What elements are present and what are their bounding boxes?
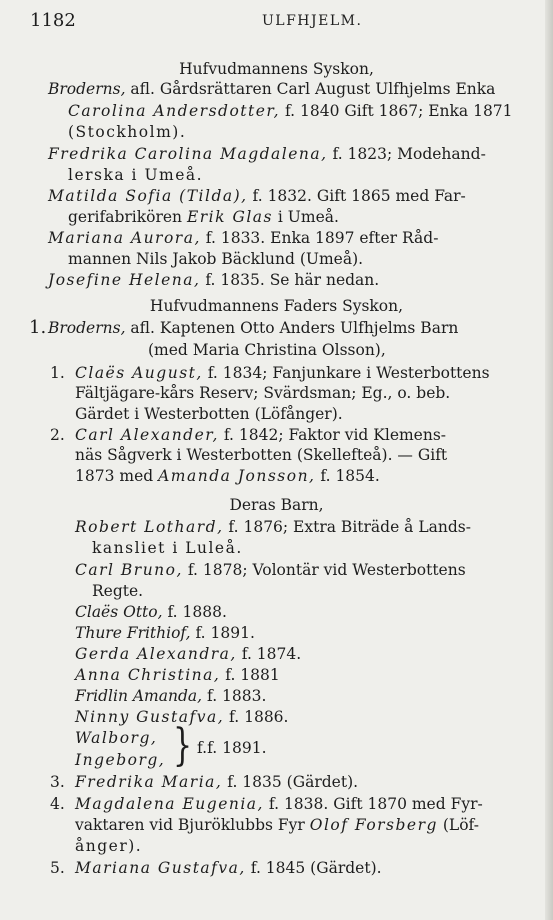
text-run: f. 1886. (224, 708, 289, 726)
text-run: Carolina Andersdotter, (68, 102, 281, 120)
item-number: 5. (50, 859, 65, 877)
entry-line (48, 318, 458, 338)
entry-line (75, 815, 479, 835)
child-line (92, 538, 243, 558)
entry-line (75, 836, 142, 856)
entry-line (75, 858, 382, 878)
text-run: Claës Otto, (75, 603, 163, 621)
section-heading: Deras Barn, (229, 496, 324, 514)
text-run: mannen Nils Jakob Bäcklund (Umeå). (68, 250, 364, 268)
text-run: f. 1854. (315, 467, 380, 485)
entry-line (68, 207, 339, 227)
text-run: f. 1845 (Gärdet). (245, 859, 382, 877)
text-run: f. 1840 Gift 1867; Enka 1871 (280, 102, 513, 120)
child-line (75, 665, 280, 685)
text-run: f. 1878; Volontär vid Westerbottens (182, 561, 466, 579)
entry-line (48, 270, 379, 290)
item-number: 2. (50, 426, 65, 444)
entry-line (75, 363, 490, 383)
page-number: 1182 (30, 10, 76, 31)
text-run: Matilda Sofia (Tilda), (48, 187, 248, 205)
section-heading: Hufvudmannens Faders Syskon, (149, 297, 404, 315)
brace-glyph: } (173, 720, 193, 772)
child-line (75, 644, 301, 664)
text-run: Carl Bruno, (75, 561, 183, 579)
text-run: näs Sågverk i Westerbotten (Skellefteå). — Gift (75, 446, 448, 464)
text-run: lerska i Umeå. (68, 166, 204, 184)
text-run: Anna Christina, (75, 666, 221, 684)
entry-line (75, 383, 450, 403)
text-run: Mariana Gustafva, (75, 859, 246, 877)
child-line (75, 686, 266, 706)
text-run: Ninny Gustafva, (75, 708, 225, 726)
text-run: ånger). (75, 837, 143, 855)
twin-date: f.f. 1891. (197, 739, 267, 757)
entry-line (75, 425, 446, 445)
entry-line (75, 404, 343, 424)
entry-line (75, 794, 483, 814)
text-run: f. 1833. Enka 1897 efter Råd- (200, 229, 439, 247)
text-run: Gärdet i Westerbotten (Löfånger). (75, 405, 343, 423)
twin-name: Ingeborg, (75, 751, 166, 769)
text-run: f. 1835 (Gärdet). (222, 773, 359, 791)
entry-line (75, 466, 380, 486)
item-number: 1. (50, 364, 65, 382)
text-run: f. 1842; Faktor vid Klemens- (218, 426, 447, 444)
text-run: Thure Frithiof, (75, 624, 191, 642)
text-run: Fredrika Carolina Magdalena, (48, 145, 328, 163)
page-header (30, 10, 535, 34)
entry-line (68, 122, 186, 142)
page-edge (545, 0, 553, 920)
entry-line (68, 165, 203, 185)
text-run: Fältjägare-kårs Reserv; Svärdsman; Eg., o. beb. (75, 384, 451, 402)
text-run: Amanda Jonsson, (158, 467, 316, 485)
child-line (92, 581, 143, 601)
text-run: f. 1832. Gift 1865 med Far- (247, 187, 466, 205)
text-run: vaktaren vid Bjuröklubbs Fyr (75, 816, 310, 834)
text-run: f. 1823; Modehand- (327, 145, 486, 163)
text-run: f. 1835. Se här nedan. (200, 271, 380, 289)
text-run: Josefine Helena, (48, 271, 201, 289)
text-run: kansliet i Luleå. (92, 539, 243, 557)
text-run: f. 1881 (220, 666, 280, 684)
text-run: Olof Forsberg (309, 816, 438, 834)
text-run: f. 1834; Fanjunkare i Westerbottens (202, 364, 490, 382)
text-run: Fredrika Maria, (75, 773, 223, 791)
section-heading: Hufvudmannens Syskon, (179, 60, 374, 78)
text-run: (Löf- (437, 816, 479, 834)
item-number: 4. (50, 795, 65, 813)
text-run: 1873 med (75, 467, 159, 485)
entry-line (48, 186, 466, 206)
entry-line (48, 144, 486, 164)
text-run: Carl Alexander, (75, 426, 219, 444)
text-run: Broderns, (48, 319, 126, 337)
text-run: Regte. (92, 582, 144, 600)
entry-line (48, 79, 495, 99)
text-run: Broderns, (48, 80, 126, 98)
child-line (75, 517, 471, 537)
text-run: Magdalena Eugenia, (75, 795, 264, 813)
text-run: f. 1876; Extra Biträde å Lands- (223, 518, 471, 536)
text-run: f. 1838. Gift 1870 med Fyr- (263, 795, 483, 813)
text-run: afl. Gårdsrättaren Carl August Ulfhjelms Enka (125, 80, 496, 98)
text-run: gerifabrikören (68, 208, 187, 226)
text-run: f. 1874. (236, 645, 302, 663)
entry-line (68, 249, 363, 269)
text-run: Gerda Alexandra, (75, 645, 237, 663)
text-run: afl. Kaptenen Otto Anders Ulfhjelms Barn (125, 319, 459, 337)
entry-line (75, 772, 358, 792)
child-line (75, 623, 255, 643)
text-run: Claës August, (75, 364, 203, 382)
item-number: 3. (50, 773, 65, 791)
text-run: Mariana Aurora, (48, 229, 201, 247)
entry-line (48, 228, 438, 248)
running-title: ULFHJELM. (262, 13, 363, 29)
child-line (75, 602, 227, 622)
twin-name: Walborg, (75, 729, 158, 747)
text-run: Robert Lothard, (75, 518, 224, 536)
entry-line (148, 340, 386, 360)
entry-line (68, 101, 513, 121)
text-run: (Stockholm). (68, 123, 187, 141)
text-run: Fridlin Amanda, (75, 687, 203, 705)
text-run: Erik Glas (186, 208, 273, 226)
entry-line (75, 445, 447, 465)
text-run: (med Maria Christina Olsson), (148, 341, 386, 359)
text-run: f. 1888. (162, 603, 227, 621)
item-number: 1. (29, 317, 47, 338)
child-line (75, 560, 466, 580)
text-run: f. 1883. (202, 687, 267, 705)
text-run: f. 1891. (190, 624, 255, 642)
text-run: i Umeå. (273, 208, 339, 226)
